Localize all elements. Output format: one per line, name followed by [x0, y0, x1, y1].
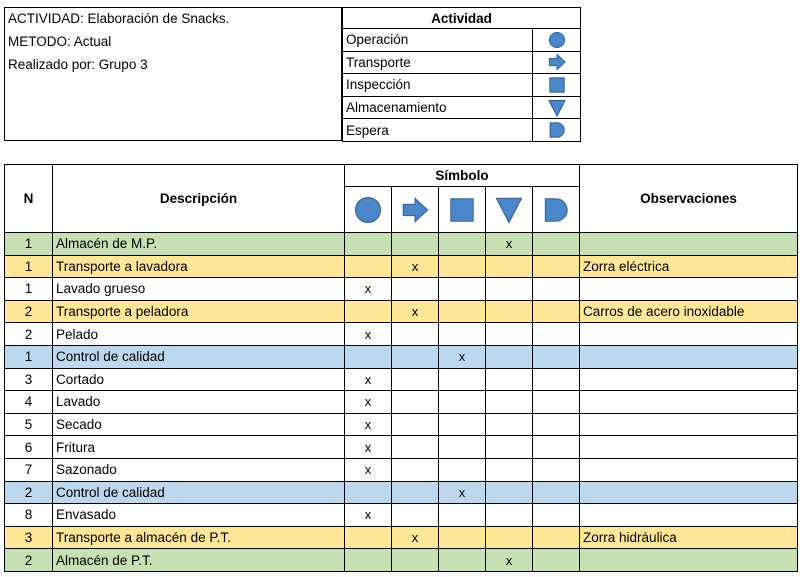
symbol-cell: [392, 504, 439, 527]
table-row: [5, 345, 798, 368]
step-observation: [580, 368, 798, 391]
step-description: Transporte a peladora: [53, 300, 345, 323]
step-observation: [580, 549, 798, 572]
symbol-cell: [439, 413, 486, 436]
step-number: 2: [5, 481, 53, 504]
triangle-down-icon: [533, 99, 580, 117]
symbol-cell: [439, 526, 486, 549]
symbol-cell: [533, 549, 580, 572]
symbol-cell: [345, 255, 392, 278]
triangle-down-icon: [486, 196, 532, 224]
symbol-cell: [439, 549, 486, 572]
step-observation: [580, 391, 798, 414]
step-number: 1: [5, 345, 53, 368]
symbol-cell: [392, 481, 439, 504]
symbol-cell: [392, 233, 439, 256]
symbol-mark: x: [486, 549, 533, 572]
step-number: 5: [5, 413, 53, 436]
symbol-cell: [439, 255, 486, 278]
step-number: 8: [5, 504, 53, 527]
symbol-cell: [533, 368, 580, 391]
symbol-cell: [533, 526, 580, 549]
step-observation: [580, 458, 798, 481]
symbol-cell: [533, 436, 580, 459]
table-row: [5, 323, 798, 346]
symbol-mark: x: [345, 391, 392, 414]
metodo-text: METODO: Actual: [8, 34, 112, 49]
step-description: Envasado: [53, 504, 345, 527]
symbol-cell: [486, 526, 533, 549]
step-observation: Zorra hidráulica: [580, 526, 798, 549]
table-row: [5, 233, 798, 256]
legend-label: Inspección: [343, 74, 533, 97]
symbol-cell: [486, 391, 533, 414]
square-icon: [533, 76, 580, 94]
symbol-cell: [486, 255, 533, 278]
symbol-cell: [486, 436, 533, 459]
symbol-mark: x: [345, 458, 392, 481]
step-description: Cortado: [53, 368, 345, 391]
symbol-cell: [392, 458, 439, 481]
symbol-mark: x: [345, 368, 392, 391]
step-number: 2: [5, 300, 53, 323]
symbol-cell: [486, 300, 533, 323]
step-description: Transporte a almacén de P.T.: [53, 526, 345, 549]
legend-table: [342, 7, 581, 142]
symbol-cell: [439, 278, 486, 301]
column-header-observaciones: Observaciones: [580, 165, 798, 233]
step-observation: [580, 504, 798, 527]
symbol-cell: [345, 233, 392, 256]
symbol-cell: [533, 255, 580, 278]
step-description: Lavado: [53, 391, 345, 414]
table-row: [5, 549, 798, 572]
table-row: [5, 391, 798, 414]
table-row: [5, 458, 798, 481]
step-observation: [580, 481, 798, 504]
symbol-cell: [533, 504, 580, 527]
step-description: Transporte a lavadora: [53, 255, 345, 278]
symbol-cell: [486, 368, 533, 391]
symbol-mark: x: [345, 413, 392, 436]
symbol-cell: [392, 323, 439, 346]
symbol-mark: x: [392, 300, 439, 323]
symbol-cell: [345, 481, 392, 504]
legend-label: Espera: [343, 119, 533, 142]
symbol-cell: [486, 458, 533, 481]
symbol-cell: [533, 391, 580, 414]
step-observation: [580, 323, 798, 346]
symbol-mark: x: [345, 278, 392, 301]
symbol-cell: [486, 278, 533, 301]
symbol-cell: [392, 436, 439, 459]
symbol-cell: [439, 391, 486, 414]
column-header-simbolo: Símbolo: [345, 165, 580, 187]
circle-icon: [533, 31, 580, 49]
d-shape-icon: [533, 121, 580, 139]
symbol-cell: [533, 345, 580, 368]
step-description: Sazonado: [53, 458, 345, 481]
step-observation: [580, 413, 798, 436]
legend-title: Actividad: [343, 8, 581, 29]
symbol-cell: [486, 345, 533, 368]
step-description: Lavado grueso: [53, 278, 345, 301]
symbol-cell: [486, 413, 533, 436]
symbol-cell: [439, 436, 486, 459]
step-number: 1: [5, 233, 53, 256]
step-number: 2: [5, 549, 53, 572]
step-number: 1: [5, 278, 53, 301]
symbol-cell: [439, 233, 486, 256]
symbol-cell: [486, 323, 533, 346]
symbol-cell: [533, 413, 580, 436]
table-row: [5, 255, 798, 278]
symbol-cell: [392, 413, 439, 436]
arrow-right-icon: [392, 196, 438, 224]
step-description: Control de calidad: [53, 481, 345, 504]
symbol-cell: [392, 549, 439, 572]
step-description: Control de calidad: [53, 345, 345, 368]
symbol-mark: x: [392, 526, 439, 549]
table-row: [5, 436, 798, 459]
step-number: 3: [5, 526, 53, 549]
step-observation: Zorra eléctrica: [580, 255, 798, 278]
step-description: Pelado: [53, 323, 345, 346]
step-description: Almacén de P.T.: [53, 549, 345, 572]
step-description: Almacén de M.P.: [53, 233, 345, 256]
step-number: 2: [5, 323, 53, 346]
symbol-cell: [439, 300, 486, 323]
symbol-cell: [392, 391, 439, 414]
step-description: Fritura: [53, 436, 345, 459]
legend-label: Operación: [343, 29, 533, 52]
symbol-cell: [533, 300, 580, 323]
symbol-cell: [486, 481, 533, 504]
column-header-descripcion: Descripción: [53, 165, 345, 233]
step-observation: Carros de acero inoxidable: [580, 300, 798, 323]
step-observation: [580, 436, 798, 459]
symbol-cell: [392, 278, 439, 301]
square-icon: [439, 196, 485, 224]
symbol-mark: x: [345, 504, 392, 527]
table-row: [5, 300, 798, 323]
symbol-cell: [533, 323, 580, 346]
symbol-cell: [345, 526, 392, 549]
step-observation: [580, 345, 798, 368]
table-row: [5, 481, 798, 504]
symbol-cell: [439, 458, 486, 481]
symbol-cell: [392, 368, 439, 391]
step-number: 1: [5, 255, 53, 278]
symbol-cell: [533, 481, 580, 504]
table-row: [5, 413, 798, 436]
symbol-cell: [439, 368, 486, 391]
step-number: 6: [5, 436, 53, 459]
symbol-mark: x: [345, 436, 392, 459]
table-row: [5, 526, 798, 549]
legend-label: Transporte: [343, 51, 533, 74]
symbol-cell: [533, 278, 580, 301]
step-number: 4: [5, 391, 53, 414]
symbol-mark: x: [345, 323, 392, 346]
symbol-cell: [533, 233, 580, 256]
symbol-mark: x: [439, 481, 486, 504]
process-table: [4, 164, 798, 572]
activity-header: [4, 7, 342, 141]
table-row: [5, 368, 798, 391]
symbol-cell: [439, 504, 486, 527]
step-description: Secado: [53, 413, 345, 436]
symbol-cell: [486, 504, 533, 527]
symbol-cell: [533, 458, 580, 481]
step-number: 7: [5, 458, 53, 481]
step-observation: [580, 278, 798, 301]
symbol-cell: [345, 549, 392, 572]
column-header-n: N: [5, 165, 53, 233]
legend-label: Almacenamiento: [343, 96, 533, 119]
step-observation: [580, 233, 798, 256]
circle-icon: [345, 196, 391, 224]
symbol-cell: [392, 345, 439, 368]
symbol-cell: [345, 300, 392, 323]
symbol-mark: x: [439, 345, 486, 368]
d-shape-icon: [533, 196, 579, 224]
arrow-right-icon: [533, 53, 580, 71]
realizado-text: Realizado por: Grupo 3: [8, 57, 148, 72]
step-number: 3: [5, 368, 53, 391]
symbol-cell: [345, 345, 392, 368]
symbol-mark: x: [486, 233, 533, 256]
actividad-text: ACTIVIDAD: Elaboración de Snacks.: [8, 11, 230, 26]
symbol-mark: x: [392, 255, 439, 278]
table-row: [5, 278, 798, 301]
symbol-cell: [439, 323, 486, 346]
table-row: [5, 504, 798, 527]
